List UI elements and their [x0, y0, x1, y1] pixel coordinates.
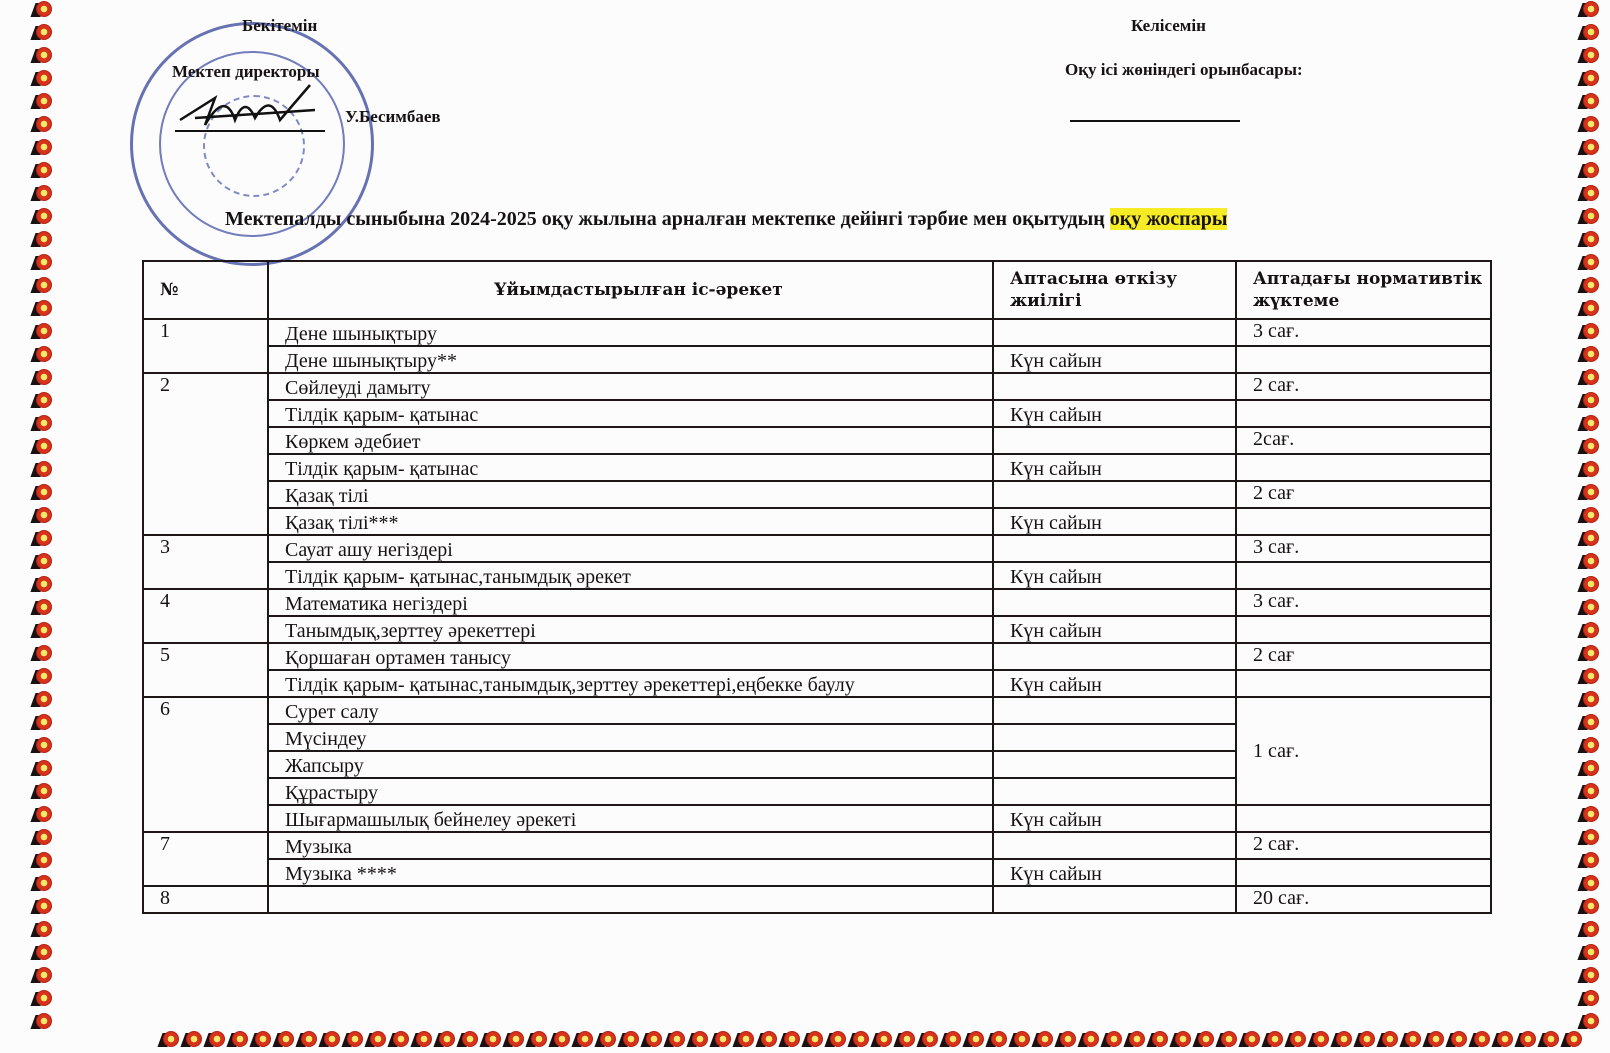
activity-cell: Тілдік қарым- қатынас	[268, 454, 993, 481]
flower-ornament-icon	[1310, 1030, 1330, 1050]
flower-ornament-icon	[1580, 483, 1600, 503]
flower-ornament-icon	[321, 1030, 341, 1050]
activity-cell	[268, 886, 993, 913]
flower-ornament-icon	[390, 1030, 410, 1050]
activity-cell: Қоршаған ортамен танысу	[268, 643, 993, 670]
flower-ornament-icon	[988, 1030, 1008, 1050]
row-number: 2	[143, 373, 268, 535]
load-cell	[1236, 616, 1491, 643]
table-row	[143, 697, 1491, 724]
flower-ornament-icon	[1241, 1030, 1261, 1050]
load-cell	[1236, 805, 1491, 832]
flower-ornament-icon	[367, 1030, 387, 1050]
flower-ornament-icon	[33, 966, 53, 986]
flower-ornament-icon	[33, 529, 53, 549]
director-role: Мектеп директоры	[172, 62, 320, 81]
flower-ornament-icon	[1580, 897, 1600, 917]
flower-ornament-icon	[1580, 69, 1600, 89]
flower-ornament-icon	[1172, 1030, 1192, 1050]
flower-ornament-icon	[1580, 805, 1600, 825]
row-number: 8	[143, 886, 268, 913]
flower-ornament-icon	[1563, 1030, 1583, 1050]
flower-ornament-icon	[459, 1030, 479, 1050]
activity-cell: Қазақ тілі***	[268, 508, 993, 535]
deputy-signature-line	[1070, 120, 1240, 122]
flower-ornament-icon	[1580, 322, 1600, 342]
flower-ornament-icon	[160, 1030, 180, 1050]
activity-cell: Сөйлеуді дамыту	[268, 373, 993, 400]
flower-ornament-icon	[33, 460, 53, 480]
load-cell: 3 сағ.	[1236, 535, 1491, 562]
decorative-border-right	[1580, 0, 1602, 1032]
flower-ornament-icon	[33, 368, 53, 388]
flower-ornament-icon	[33, 575, 53, 595]
load-cell	[1236, 346, 1491, 373]
flower-ornament-icon	[33, 897, 53, 917]
flower-ornament-icon	[33, 483, 53, 503]
frequency-cell	[993, 481, 1236, 508]
load-cell	[1236, 670, 1491, 697]
flower-ornament-icon	[528, 1030, 548, 1050]
load-cell	[1236, 859, 1491, 886]
table-row	[143, 562, 1491, 589]
frequency-cell	[993, 751, 1236, 778]
flower-ornament-icon	[33, 184, 53, 204]
flower-ornament-icon	[206, 1030, 226, 1050]
flower-ornament-icon	[1580, 138, 1600, 158]
table-row	[143, 589, 1491, 616]
flower-ornament-icon	[758, 1030, 778, 1050]
flower-ornament-icon	[33, 391, 53, 411]
table-row	[143, 373, 1491, 400]
flower-ornament-icon	[33, 161, 53, 181]
flower-ornament-icon	[33, 690, 53, 710]
frequency-cell: Күн сайын	[993, 616, 1236, 643]
load-cell: 3 сағ.	[1236, 319, 1491, 346]
flower-ornament-icon	[1011, 1030, 1031, 1050]
flower-ornament-icon	[33, 736, 53, 756]
flower-ornament-icon	[666, 1030, 686, 1050]
flower-ornament-icon	[735, 1030, 755, 1050]
frequency-cell	[993, 535, 1236, 562]
flower-ornament-icon	[1580, 46, 1600, 66]
flower-ornament-icon	[1448, 1030, 1468, 1050]
flower-ornament-icon	[33, 782, 53, 802]
flower-ornament-icon	[1580, 529, 1600, 549]
flower-ornament-icon	[33, 322, 53, 342]
flower-ornament-icon	[873, 1030, 893, 1050]
flower-ornament-icon	[1580, 1012, 1600, 1032]
activity-cell: Шығармашылық бейнелеу әрекеті	[268, 805, 993, 832]
row-number: 6	[143, 697, 268, 832]
activity-cell: Музыка ****	[268, 859, 993, 886]
flower-ornament-icon	[1580, 276, 1600, 296]
flower-ornament-icon	[1540, 1030, 1560, 1050]
flower-ornament-icon	[1580, 851, 1600, 871]
flower-ornament-icon	[1580, 506, 1600, 526]
load-cell: 2сағ.	[1236, 427, 1491, 454]
row-number: 5	[143, 643, 268, 697]
flower-ornament-icon	[1195, 1030, 1215, 1050]
table-row	[143, 319, 1491, 346]
frequency-cell	[993, 373, 1236, 400]
flower-ornament-icon	[1580, 667, 1600, 687]
row-number: 4	[143, 589, 268, 643]
flower-ornament-icon	[33, 437, 53, 457]
flower-ornament-icon	[896, 1030, 916, 1050]
flower-ornament-icon	[1580, 414, 1600, 434]
flower-ornament-icon	[252, 1030, 272, 1050]
flower-ornament-icon	[1356, 1030, 1376, 1050]
load-cell: 3 сағ.	[1236, 589, 1491, 616]
load-cell	[1236, 454, 1491, 481]
flower-ornament-icon	[827, 1030, 847, 1050]
flower-ornament-icon	[1580, 460, 1600, 480]
flower-ornament-icon	[436, 1030, 456, 1050]
flower-ornament-icon	[1580, 345, 1600, 365]
flower-ornament-icon	[1580, 253, 1600, 273]
flower-ornament-icon	[919, 1030, 939, 1050]
flower-ornament-icon	[33, 713, 53, 733]
flower-ornament-icon	[1425, 1030, 1445, 1050]
table-row	[143, 805, 1491, 832]
flower-ornament-icon	[275, 1030, 295, 1050]
frequency-cell: Күн сайын	[993, 454, 1236, 481]
flower-ornament-icon	[1218, 1030, 1238, 1050]
flower-ornament-icon	[1057, 1030, 1077, 1050]
flower-ornament-icon	[1580, 184, 1600, 204]
deputy-role: Оқу ісі жөніндегі орынбасары:	[1065, 60, 1303, 79]
flower-ornament-icon	[1580, 299, 1600, 319]
table-row	[143, 427, 1491, 454]
flower-ornament-icon	[1333, 1030, 1353, 1050]
frequency-cell	[993, 778, 1236, 805]
flower-ornament-icon	[1580, 368, 1600, 388]
flower-ornament-icon	[1580, 782, 1600, 802]
flower-ornament-icon	[1580, 920, 1600, 940]
activity-cell: Дене шынықтыру	[268, 319, 993, 346]
frequency-cell: Күн сайын	[993, 346, 1236, 373]
flower-ornament-icon	[33, 506, 53, 526]
flower-ornament-icon	[620, 1030, 640, 1050]
flower-ornament-icon	[33, 920, 53, 940]
frequency-cell: Күн сайын	[993, 670, 1236, 697]
flower-ornament-icon	[1580, 828, 1600, 848]
agree-heading: Келісемін	[1131, 16, 1206, 35]
frequency-cell: Күн сайын	[993, 400, 1236, 427]
flower-ornament-icon	[413, 1030, 433, 1050]
flower-ornament-icon	[643, 1030, 663, 1050]
flower-ornament-icon	[1580, 736, 1600, 756]
flower-ornament-icon	[33, 1012, 53, 1032]
flower-ornament-icon	[183, 1030, 203, 1050]
activity-cell: Қазақ тілі	[268, 481, 993, 508]
frequency-cell	[993, 319, 1236, 346]
flower-ornament-icon	[1580, 0, 1600, 20]
flower-ornament-icon	[1471, 1030, 1491, 1050]
header-frequency: Аптасына өткізу жиілігі	[993, 261, 1236, 319]
activity-cell: Тілдік қарым- қатынас,танымдық әрекет	[268, 562, 993, 589]
frequency-cell	[993, 886, 1236, 913]
flower-ornament-icon	[33, 0, 53, 20]
director-name: У.Бесимбаев	[345, 107, 441, 126]
table-row	[143, 454, 1491, 481]
flower-ornament-icon	[1034, 1030, 1054, 1050]
activity-cell: Құрастыру	[268, 778, 993, 805]
table-row	[143, 886, 1491, 913]
flower-ornament-icon	[1580, 644, 1600, 664]
decorative-border-bottom	[160, 1030, 1583, 1050]
flower-ornament-icon	[1580, 690, 1600, 710]
frequency-cell	[993, 697, 1236, 724]
decorative-border-left	[33, 0, 55, 1032]
flower-ornament-icon	[33, 115, 53, 135]
flower-ornament-icon	[33, 874, 53, 894]
table-row	[143, 859, 1491, 886]
flower-ornament-icon	[1580, 966, 1600, 986]
flower-ornament-icon	[1580, 552, 1600, 572]
flower-ornament-icon	[33, 92, 53, 112]
approve-heading: Бекітемін	[242, 16, 318, 35]
table-row	[143, 616, 1491, 643]
flower-ornament-icon	[1580, 989, 1600, 1009]
flower-ornament-icon	[689, 1030, 709, 1050]
flower-ornament-icon	[1580, 575, 1600, 595]
flower-ornament-icon	[33, 598, 53, 618]
row-number: 3	[143, 535, 268, 589]
flower-ornament-icon	[33, 943, 53, 963]
frequency-cell	[993, 832, 1236, 859]
flower-ornament-icon	[1379, 1030, 1399, 1050]
flower-ornament-icon	[33, 138, 53, 158]
flower-ornament-icon	[1580, 92, 1600, 112]
activity-cell: Дене шынықтыру**	[268, 346, 993, 373]
activity-cell: Тілдік қарым- қатынас	[268, 400, 993, 427]
flower-ornament-icon	[942, 1030, 962, 1050]
flower-ornament-icon	[1080, 1030, 1100, 1050]
activity-cell: Тілдік қарым- қатынас,танымдық,зерттеу әрекеттері,еңбекке баулу	[268, 670, 993, 697]
table-row	[143, 400, 1491, 427]
load-cell	[1236, 400, 1491, 427]
table-header-row	[143, 261, 1491, 319]
flower-ornament-icon	[33, 552, 53, 572]
activity-cell: Мүсіндеу	[268, 724, 993, 751]
table-row	[143, 346, 1491, 373]
flower-ornament-icon	[1580, 391, 1600, 411]
row-number: 1	[143, 319, 268, 373]
activity-cell: Сурет салу	[268, 697, 993, 724]
flower-ornament-icon	[850, 1030, 870, 1050]
flower-ornament-icon	[574, 1030, 594, 1050]
frequency-cell	[993, 589, 1236, 616]
flower-ornament-icon	[1494, 1030, 1514, 1050]
flower-ornament-icon	[505, 1030, 525, 1050]
load-cell: 1 сағ.	[1236, 697, 1491, 805]
flower-ornament-icon	[551, 1030, 571, 1050]
flower-ornament-icon	[1580, 759, 1600, 779]
flower-ornament-icon	[33, 207, 53, 227]
table-row	[143, 481, 1491, 508]
table-row	[143, 643, 1491, 670]
frequency-cell	[993, 427, 1236, 454]
flower-ornament-icon	[33, 276, 53, 296]
flower-ornament-icon	[1580, 598, 1600, 618]
table-row	[143, 670, 1491, 697]
flower-ornament-icon	[1517, 1030, 1537, 1050]
flower-ornament-icon	[33, 989, 53, 1009]
load-cell	[1236, 508, 1491, 535]
flower-ornament-icon	[33, 851, 53, 871]
load-cell: 2 сағ.	[1236, 373, 1491, 400]
table-row	[143, 535, 1491, 562]
study-plan-table	[142, 260, 1492, 914]
flower-ornament-icon	[33, 828, 53, 848]
flower-ornament-icon	[33, 621, 53, 641]
flower-ornament-icon	[1287, 1030, 1307, 1050]
load-cell: 20 сағ.	[1236, 886, 1491, 913]
load-cell: 2 сағ.	[1236, 832, 1491, 859]
flower-ornament-icon	[33, 23, 53, 43]
frequency-cell: Күн сайын	[993, 508, 1236, 535]
activity-cell: Музыка	[268, 832, 993, 859]
flower-ornament-icon	[33, 805, 53, 825]
frequency-cell	[993, 724, 1236, 751]
flower-ornament-icon	[33, 230, 53, 250]
table-body	[143, 319, 1491, 913]
flower-ornament-icon	[33, 414, 53, 434]
header-activity: Ұйымдастырылған іс-әрекет	[268, 261, 993, 319]
frequency-cell: Күн сайын	[993, 805, 1236, 832]
flower-ornament-icon	[1103, 1030, 1123, 1050]
flower-ornament-icon	[229, 1030, 249, 1050]
frequency-cell: Күн сайын	[993, 562, 1236, 589]
title-highlight: оқу жоспары	[1109, 208, 1228, 230]
flower-ornament-icon	[597, 1030, 617, 1050]
flower-ornament-icon	[1580, 230, 1600, 250]
flower-ornament-icon	[1402, 1030, 1422, 1050]
header-load: Аптадағы нормативтік жүктеме	[1236, 261, 1491, 319]
activity-cell: Математика негіздері	[268, 589, 993, 616]
flower-ornament-icon	[33, 299, 53, 319]
flower-ornament-icon	[33, 759, 53, 779]
flower-ornament-icon	[712, 1030, 732, 1050]
flower-ornament-icon	[33, 46, 53, 66]
row-number: 7	[143, 832, 268, 886]
flower-ornament-icon	[1580, 437, 1600, 457]
flower-ornament-icon	[344, 1030, 364, 1050]
flower-ornament-icon	[482, 1030, 502, 1050]
load-cell	[1236, 562, 1491, 589]
header-number: №	[143, 261, 268, 319]
title-text: Мектепалды сыныбына 2024-2025 оқу жылына арналған мектепке дейінгі тәрбие мен оқытудың	[225, 208, 1110, 230]
director-signature	[175, 80, 325, 132]
activity-cell: Сауат ашу негіздері	[268, 535, 993, 562]
flower-ornament-icon	[33, 667, 53, 687]
flower-ornament-icon	[298, 1030, 318, 1050]
flower-ornament-icon	[1126, 1030, 1146, 1050]
activity-cell: Танымдық,зерттеу әрекеттері	[268, 616, 993, 643]
table-row	[143, 508, 1491, 535]
table-row	[143, 832, 1491, 859]
load-cell: 2 сағ	[1236, 643, 1491, 670]
flower-ornament-icon	[1580, 874, 1600, 894]
flower-ornament-icon	[965, 1030, 985, 1050]
frequency-cell	[993, 643, 1236, 670]
flower-ornament-icon	[33, 69, 53, 89]
flower-ornament-icon	[1580, 943, 1600, 963]
flower-ornament-icon	[1264, 1030, 1284, 1050]
activity-cell: Жапсыру	[268, 751, 993, 778]
flower-ornament-icon	[1580, 161, 1600, 181]
flower-ornament-icon	[1580, 621, 1600, 641]
flower-ornament-icon	[781, 1030, 801, 1050]
load-cell: 2 сағ	[1236, 481, 1491, 508]
flower-ornament-icon	[804, 1030, 824, 1050]
activity-cell: Көркем әдебиет	[268, 427, 993, 454]
frequency-cell: Күн сайын	[993, 859, 1236, 886]
flower-ornament-icon	[33, 253, 53, 273]
flower-ornament-icon	[1580, 23, 1600, 43]
flower-ornament-icon	[1580, 207, 1600, 227]
flower-ornament-icon	[1580, 713, 1600, 733]
flower-ornament-icon	[33, 345, 53, 365]
document-title	[225, 208, 1227, 231]
flower-ornament-icon	[1149, 1030, 1169, 1050]
flower-ornament-icon	[1580, 115, 1600, 135]
flower-ornament-icon	[33, 644, 53, 664]
